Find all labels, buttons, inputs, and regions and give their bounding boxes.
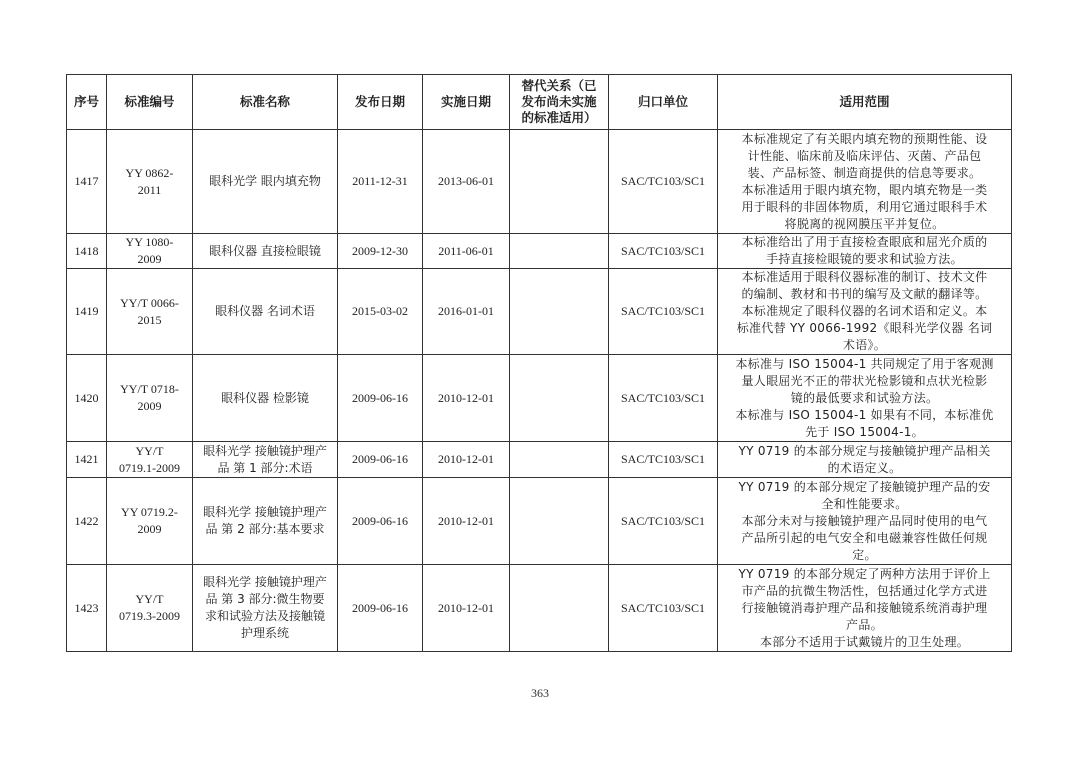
cell-replace: [510, 565, 609, 652]
cell-name: [193, 565, 338, 652]
table-row: [67, 269, 1012, 355]
cell-scope: [718, 478, 1012, 565]
cell-implement-date: 2013-06-01: [423, 130, 510, 234]
code-line: YY/T: [135, 592, 164, 606]
name-line: 眼科光学 接触镜护理产: [203, 505, 327, 519]
table-row: [67, 478, 1012, 565]
cell-implement-date: 2010-12-01: [423, 565, 510, 652]
cell-no: 1421: [67, 442, 107, 478]
table-row: [67, 130, 1012, 234]
code-line: 2009: [137, 399, 162, 413]
name-line: 品 第 1 部分:术语: [217, 460, 313, 475]
scope-line: 装、产品标签、制造商提供的信息等要求。: [747, 165, 982, 180]
code-line: YY 1080-: [125, 235, 174, 249]
cell-code: [107, 565, 193, 652]
scope-line: 本部分不适用于试戴镜片的卫生处理。: [759, 634, 970, 649]
name-line: 护理系统: [240, 626, 289, 640]
cell-implement-date: 2010-12-01: [423, 355, 510, 442]
cell-replace: [510, 478, 609, 565]
header-replace-line: 的标准适用）: [521, 110, 597, 125]
scope-line: 产品所引起的电气安全和电磁兼容性做任何规: [741, 530, 988, 545]
code-line: YY/T 0718-: [120, 382, 179, 396]
scope-line: 先于 ISO 15004-1。: [805, 424, 924, 439]
scope-line: 将脱离的视网膜压平并复位。: [784, 216, 945, 231]
code-line: 2011: [137, 182, 162, 197]
cell-code: [107, 234, 193, 269]
cell-code: [107, 478, 193, 565]
table-row: [67, 355, 1012, 442]
scope-line: 本标准规定了眼科仪器的名词术语和定义。本: [741, 304, 988, 318]
scope-line: 镜的最低要求和试验方法。: [790, 390, 939, 405]
cell-publish-date: 2009-06-16: [338, 442, 423, 478]
code-line: YY 0862-: [125, 165, 174, 180]
name-line: 眼科光学 接触镜护理产: [203, 575, 327, 589]
code-line: 2009: [137, 522, 162, 536]
header-scope: 适用范围: [718, 75, 1012, 130]
cell-name: 眼科光学 眼内填充物: [193, 130, 338, 234]
code-line: YY/T 0066-: [120, 295, 179, 310]
cell-publish-date: 2009-06-16: [338, 565, 423, 652]
scope-line: 本标准给出了用于直接检查眼底和屈光介质的: [741, 235, 988, 249]
cell-code: [107, 355, 193, 442]
scope-line: 本标准适用于眼内填充物，眼内填充物是一类: [741, 182, 988, 197]
cell-publish-date: 2009-06-16: [338, 478, 423, 565]
scope-line: 的术语定义。: [827, 460, 902, 475]
scope-line: 量人眼屈光不正的带状光检影镜和点状光检影: [741, 373, 988, 388]
scope-line: 行接触镜消毒护理产品和接触镜系统消毒护理: [741, 600, 988, 615]
header-replace: [510, 75, 609, 130]
cell-name: [193, 478, 338, 565]
cell-unit: SAC/TC103/SC1: [609, 269, 718, 355]
scope-line: YY 0719 的本部分规定了接触镜护理产品的安: [738, 479, 991, 494]
cell-name: [193, 442, 338, 478]
scope-line: YY 0719 的本部分规定与接触镜护理产品相关: [738, 443, 991, 458]
cell-scope: [718, 442, 1012, 478]
name-line: 求和试验方法及接触镜: [204, 609, 325, 623]
cell-unit: SAC/TC103/SC1: [609, 130, 718, 234]
table-row: [67, 442, 1012, 478]
cell-implement-date: 2011-06-01: [423, 234, 510, 269]
code-line: 0719.1-2009: [119, 460, 180, 475]
scope-line: 市产品的抗微生物活性，包括通过化学方式进: [741, 583, 988, 598]
table-row: [67, 234, 1012, 269]
cell-name: 眼科仪器 检影镜: [193, 355, 338, 442]
cell-implement-date: 2010-12-01: [423, 478, 510, 565]
cell-replace: [510, 234, 609, 269]
name-line: 眼科光学 接触镜护理产: [203, 443, 327, 458]
header-code: 标准编号: [107, 75, 193, 130]
page-number: 363: [531, 686, 549, 700]
cell-code: [107, 130, 193, 234]
cell-name: 眼科仪器 名词术语: [193, 269, 338, 355]
scope-line: 全和性能要求。: [821, 496, 908, 511]
cell-scope: [718, 130, 1012, 234]
table-row: [67, 565, 1012, 652]
cell-no: 1417: [67, 130, 107, 234]
scope-line: 产品。: [846, 617, 883, 632]
cell-publish-date: 2009-12-30: [338, 234, 423, 269]
scope-line: 术语》。: [842, 338, 887, 352]
cell-no: 1419: [67, 269, 107, 355]
cell-no: 1423: [67, 565, 107, 652]
cell-replace: [510, 355, 609, 442]
code-line: 0719.3-2009: [119, 609, 180, 623]
scope-line: 本标准与 ISO 15004-1 如果有不同，本标准优: [735, 407, 994, 422]
cell-publish-date: 2015-03-02: [338, 269, 423, 355]
cell-publish-date: 2011-12-31: [338, 130, 423, 234]
scope-line: 本标准适用于眼科仪器标准的制订、技术文件: [741, 270, 988, 284]
cell-replace: [510, 130, 609, 234]
code-line: 2015: [137, 312, 162, 327]
cell-publish-date: 2009-06-16: [338, 355, 423, 442]
standards-table: [66, 74, 1012, 652]
header-replace-line: 发布尚未实施: [521, 94, 597, 109]
cell-implement-date: 2016-01-01: [423, 269, 510, 355]
cell-code: [107, 442, 193, 478]
scope-line: 本标准与 ISO 15004-1 共同规定了用于客观测: [735, 356, 994, 371]
header-replace-line: 替代关系（已: [521, 78, 597, 93]
code-line: 2009: [137, 252, 162, 266]
cell-code: [107, 269, 193, 355]
cell-replace: [510, 269, 609, 355]
name-line: 品 第 2 部分:基本要求: [205, 522, 325, 536]
header-implement-date: 实施日期: [423, 75, 510, 130]
cell-implement-date: 2010-12-01: [423, 442, 510, 478]
cell-unit: SAC/TC103/SC1: [609, 355, 718, 442]
scope-line: 本部分未对与接触镜护理产品同时使用的电气: [741, 513, 988, 528]
cell-name: 眼科仪器 直接检眼镜: [193, 234, 338, 269]
scope-line: 手持直接检眼镜的要求和试验方法。: [766, 252, 963, 266]
scope-line: 计性能、临床前及临床评估、灭菌、产品包: [747, 148, 982, 163]
cell-replace: [510, 442, 609, 478]
scope-line: 用于眼科的非固体物质，利用它通过眼科手术: [741, 199, 988, 214]
header-publish-date: 发布日期: [338, 75, 423, 130]
scope-line: 标准代替 YY 0066-1992《眼科光学仪器 名词: [736, 321, 993, 335]
cell-unit: SAC/TC103/SC1: [609, 565, 718, 652]
header-unit: 归口单位: [609, 75, 718, 130]
header-name: 标准名称: [193, 75, 338, 130]
cell-no: 1420: [67, 355, 107, 442]
scope-line: 的编制、教材和书刊的编写及文献的翻译等。: [741, 287, 988, 301]
cell-no: 1422: [67, 478, 107, 565]
scope-line: 定。: [852, 547, 877, 562]
cell-scope: [718, 355, 1012, 442]
name-line: 品 第 3 部分:微生物要: [205, 592, 325, 606]
cell-no: 1418: [67, 234, 107, 269]
cell-scope: [718, 269, 1012, 355]
cell-scope: [718, 565, 1012, 652]
table-header-row: [67, 75, 1012, 130]
code-line: YY/T: [135, 443, 164, 458]
code-line: YY 0719.2-: [121, 505, 178, 519]
cell-unit: SAC/TC103/SC1: [609, 234, 718, 269]
cell-unit: SAC/TC103/SC1: [609, 478, 718, 565]
cell-scope: [718, 234, 1012, 269]
scope-line: 本标准规定了有关眼内填充物的预期性能、设: [741, 131, 988, 146]
cell-unit: SAC/TC103/SC1: [609, 442, 718, 478]
header-no: 序号: [67, 75, 107, 130]
scope-line: YY 0719 的本部分规定了两种方法用于评价上: [738, 566, 991, 581]
